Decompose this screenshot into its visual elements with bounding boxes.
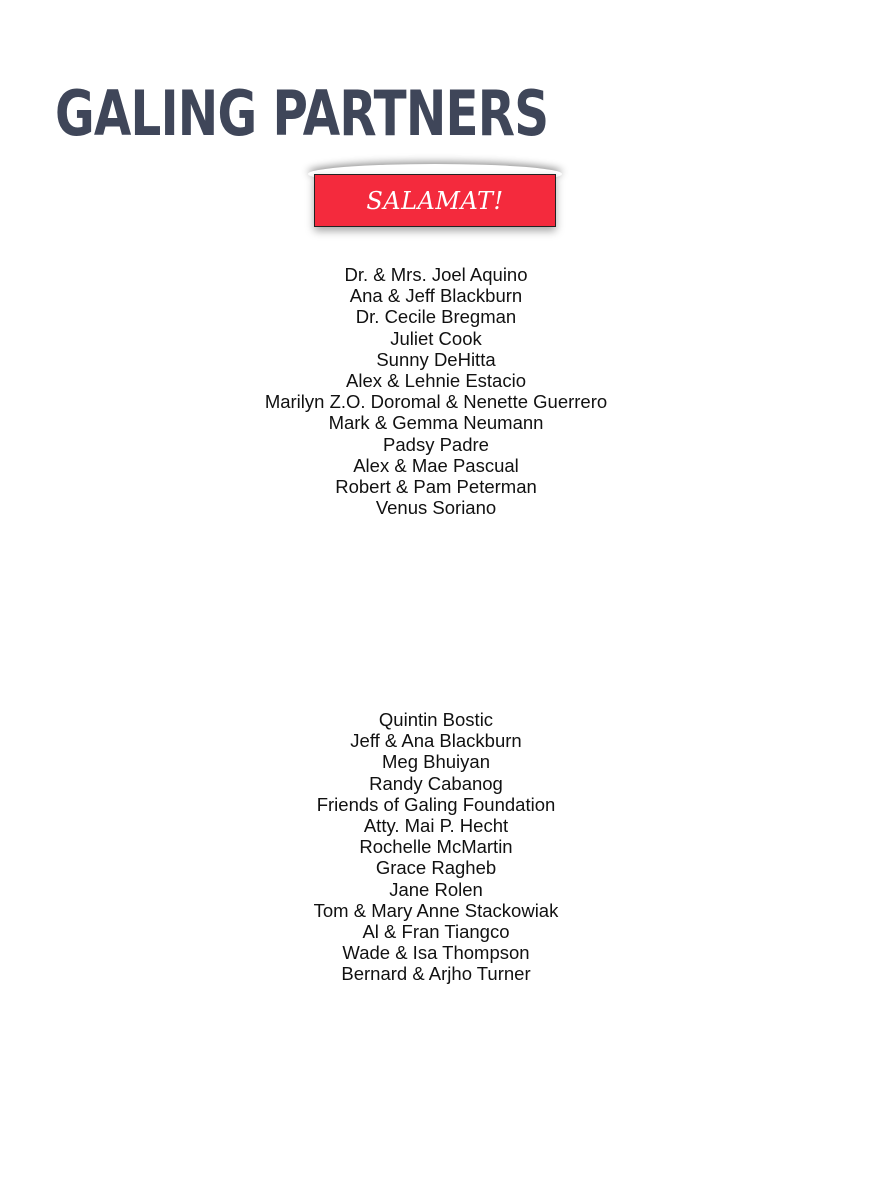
list-item: Atty. Mai P. Hecht — [363, 814, 509, 836]
list-item: Juliet Cook — [390, 327, 482, 349]
page-title: GALING PARTNERS — [55, 77, 549, 150]
list-item: Randy Cabanog — [369, 772, 503, 794]
list-item: Jeff & Ana Blackburn — [350, 730, 522, 752]
list-item: Jane Rolen — [389, 878, 483, 900]
list-item: Marilyn Z.O. Doromal & Nenette Guerrero — [264, 391, 608, 413]
partner-list-1 — [0, 264, 872, 518]
list-item: Tom & Mary Anne Stackowiak — [313, 899, 559, 921]
list-item: Ana & Jeff Blackburn — [349, 285, 523, 307]
list-item: Robert & Pam Peterman — [335, 475, 537, 497]
list-item: Dr. Cecile Bregman — [355, 306, 517, 328]
list-item: Bernard & Arjho Turner — [341, 963, 531, 985]
list-item: Rochelle McMartin — [359, 836, 513, 858]
list-item: Meg Bhuiyan — [382, 751, 490, 773]
list-item: Venus Soriano — [375, 497, 497, 519]
list-item: Quintin Bostic — [378, 709, 494, 730]
list-item: Grace Ragheb — [375, 857, 497, 879]
list-item: Sunny DeHitta — [376, 348, 496, 370]
banner-ribbon — [314, 174, 556, 227]
list-item: Padsy Padre — [383, 433, 489, 455]
list-item: Al & Fran Tiangco — [362, 920, 510, 942]
list-item: Friends of Galing Foundation — [316, 793, 556, 815]
list-item: Dr. & Mrs. Joel Aquino — [344, 264, 528, 285]
banner-text: SALAMAT! — [366, 186, 504, 215]
list-item: Alex & Lehnie Estacio — [346, 369, 526, 391]
list-item: Wade & Isa Thompson — [342, 942, 530, 964]
list-item: Mark & Gemma Neumann — [328, 412, 544, 434]
partner-list-2 — [0, 709, 872, 984]
salamat-banner — [314, 174, 556, 227]
list-item: Alex & Mae Pascual — [353, 454, 519, 476]
